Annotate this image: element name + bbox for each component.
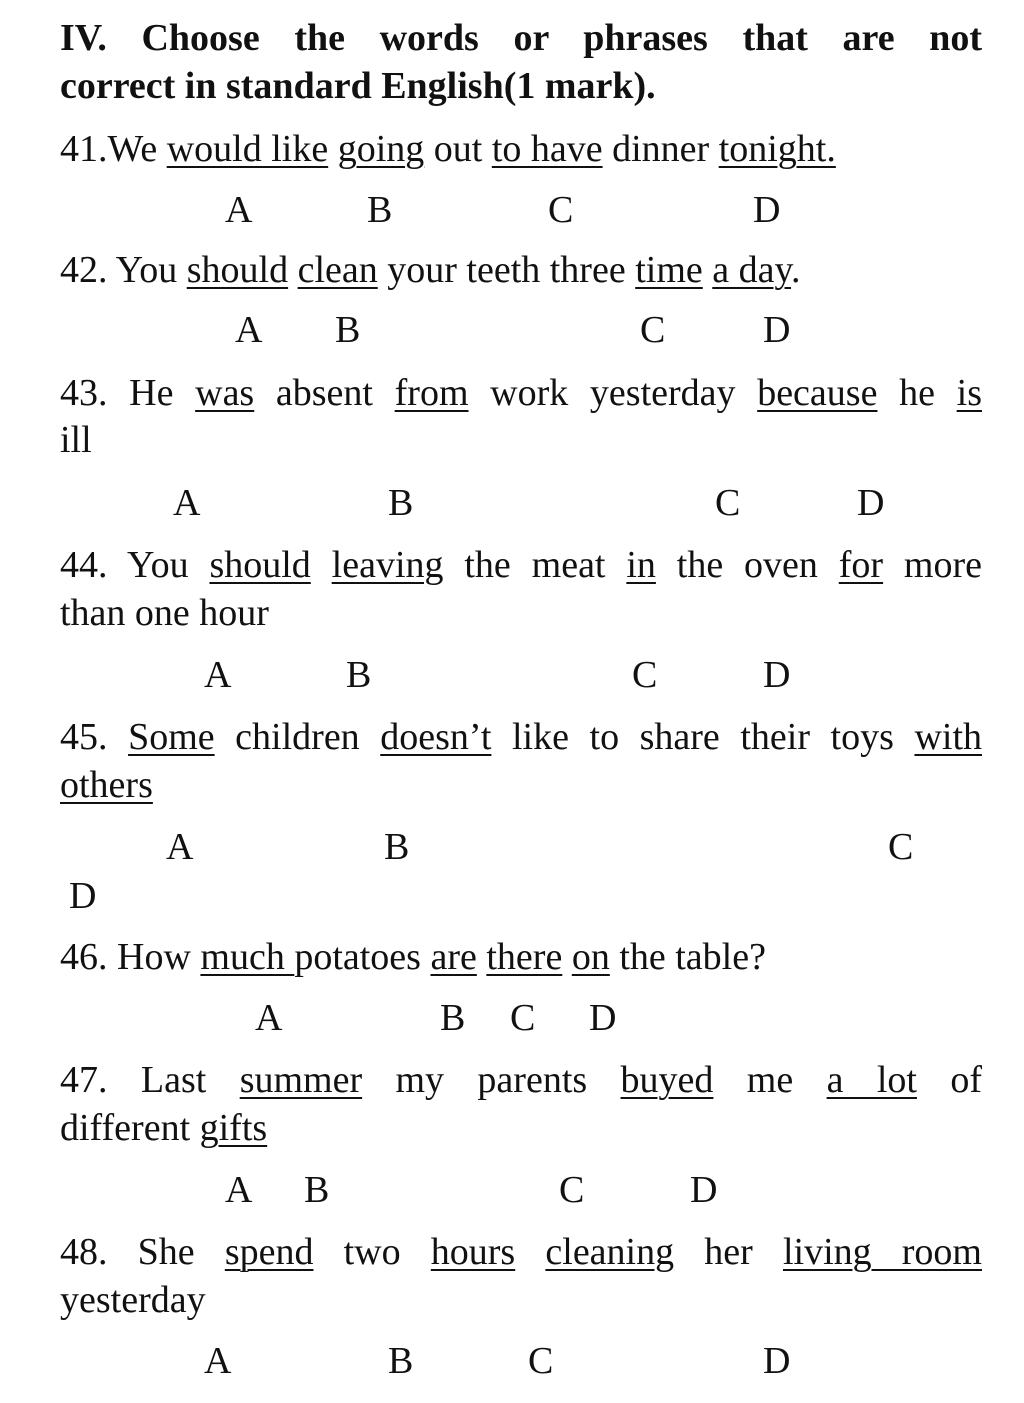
question-number: 47. [60, 1059, 108, 1101]
underlined-option-d: is [956, 372, 982, 414]
option-label-c: C [888, 826, 914, 868]
question-number: 41. [60, 128, 108, 170]
question-47: 47. Last summer my parents buyed me a lot of [60, 1059, 982, 1101]
underlined-option-d: tonight. [718, 128, 836, 170]
underlined-option-d: gifts [199, 1107, 268, 1149]
question-47-continuation: different gifts [60, 1107, 268, 1149]
underlined-option-d: on [571, 936, 610, 978]
option-label-d: D [763, 309, 791, 351]
underlined-option-c: time [635, 249, 703, 291]
question-number: 46. [60, 936, 108, 978]
section-heading-line2: correct in standard English(1 mark). [60, 65, 656, 107]
underlined-option-a: should [186, 249, 289, 291]
underlined-option-c: to have [491, 128, 603, 170]
underlined-option-b: doesn’t [380, 716, 492, 758]
option-label-a: A [225, 189, 253, 231]
question-48-continuation: yesterday [60, 1279, 206, 1321]
option-label-c: C [632, 654, 658, 696]
underlined-option-c: there [486, 936, 563, 978]
option-label-c: C [640, 309, 666, 351]
option-label-b: B [384, 826, 410, 868]
underlined-option-a: would like [166, 128, 329, 170]
underlined-option-a: spend [224, 1231, 314, 1273]
option-label-c: C [548, 189, 574, 231]
option-label-a: A [204, 1340, 232, 1382]
question-44-continuation: than one hour [60, 592, 269, 634]
option-label-b: B [335, 309, 361, 351]
question-number: 48. [60, 1231, 108, 1273]
option-label-a: A [255, 997, 283, 1039]
option-label-a: A [173, 482, 201, 524]
option-label-d: D [69, 875, 97, 917]
option-label-a: A [225, 1169, 253, 1211]
underlined-option-b: leaving [331, 544, 444, 586]
question-41: 41.We would like going out to have dinner tonight. [60, 128, 836, 170]
option-label-d: D [763, 1340, 791, 1382]
underlined-option-c: a lot [826, 1059, 917, 1101]
underlined-option-d: for [838, 544, 884, 586]
underlined-option-a: should [209, 544, 311, 586]
option-label-c: C [528, 1340, 554, 1382]
option-label-d: D [690, 1169, 718, 1211]
question-45: 45. Some children doesn’t like to share their toys with [60, 716, 982, 758]
option-label-a: A [204, 654, 232, 696]
underlined-option-d: a day [712, 249, 792, 291]
underlined-option-a: Some [128, 716, 215, 758]
question-43-continuation: ill [60, 419, 92, 461]
underlined-option-c: cleaning [545, 1231, 675, 1273]
option-label-b: B [367, 189, 393, 231]
underlined-option-b: from [394, 372, 469, 414]
option-label-d: D [753, 189, 781, 231]
question-number: 43. [60, 372, 108, 414]
option-label-b: B [388, 1340, 414, 1382]
option-label-b: B [440, 997, 466, 1039]
underlined-option-a: summer [239, 1059, 363, 1101]
option-label-b: B [388, 482, 414, 524]
question-45-continuation [60, 761, 153, 809]
underlined-option-d: others [60, 764, 153, 806]
underlined-option-b: hours [430, 1231, 516, 1273]
question-number: 45. [60, 716, 108, 758]
option-label-c: C [559, 1169, 585, 1211]
section-heading-line1: IV. Choose the words or phrases that are not [60, 17, 982, 59]
option-label-a: A [166, 826, 194, 868]
option-label-c: C [510, 997, 536, 1039]
question-46: 46. How much potatoes are there on the table? [60, 936, 766, 978]
underlined-option-c: because [757, 372, 878, 414]
question-number: 42. [60, 249, 108, 291]
option-label-c: C [715, 482, 741, 524]
option-label-d: D [763, 654, 791, 696]
underlined-option-d: living room [782, 1231, 982, 1273]
underlined-option-b: buyed [620, 1059, 714, 1101]
underlined-option-c: with [914, 716, 982, 758]
option-label-b: B [346, 654, 372, 696]
question-48: 48. She spend two hours cleaning her living room [60, 1231, 982, 1273]
option-label-a: A [235, 309, 263, 351]
underlined-option-b: are [430, 936, 477, 978]
option-label-b: B [304, 1169, 330, 1211]
question-number: 44. [60, 544, 108, 586]
question-42: 42. You should clean your teeth three time a day. [60, 249, 801, 291]
question-43: 43. He was absent from work yesterday because he is [60, 372, 982, 414]
option-label-d: D [589, 997, 617, 1039]
question-44: 44. You should leaving the meat in the oven for more [60, 544, 983, 586]
underlined-option-c: in [626, 544, 656, 586]
underlined-option-a: was [195, 372, 255, 414]
underlined-option-b: going [337, 128, 425, 170]
underlined-option-b: clean [297, 249, 378, 291]
underlined-option-a: much [200, 936, 295, 978]
option-label-d: D [857, 482, 885, 524]
